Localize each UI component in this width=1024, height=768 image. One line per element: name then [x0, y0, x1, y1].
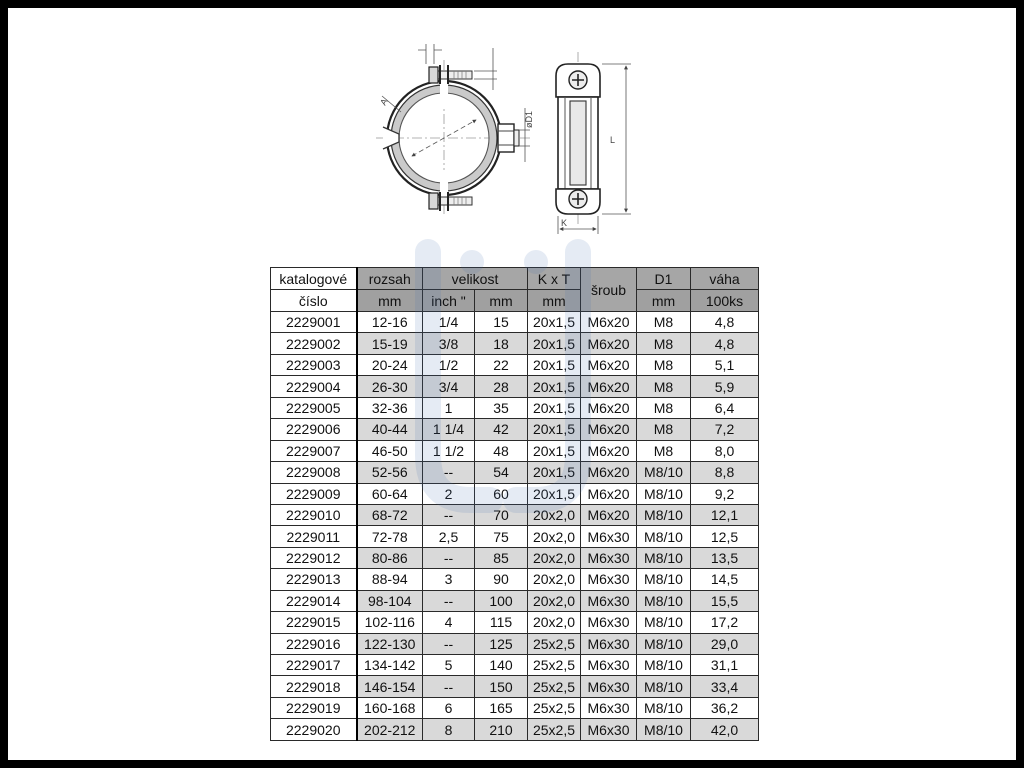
cell-catalog-number: 2229015 — [271, 612, 357, 633]
cell-size-mm: 22 — [475, 354, 528, 375]
cell-d1: M8/10 — [637, 612, 691, 633]
cell-d1: M8/10 — [637, 697, 691, 718]
cell-catalog-number: 2229014 — [271, 590, 357, 611]
cell-size-inch: 1 1/4 — [423, 419, 475, 440]
cell-size-inch: -- — [423, 590, 475, 611]
cell-size-mm: 140 — [475, 655, 528, 676]
header-weight: váha — [691, 268, 759, 290]
threaded-boss — [498, 124, 514, 152]
header-kxt-unit: mm — [528, 290, 581, 312]
cell-size-inch: 6 — [423, 697, 475, 718]
cell-screw: M6x20 — [581, 419, 637, 440]
cell-catalog-number: 2229005 — [271, 397, 357, 418]
cell-screw: M6x20 — [581, 354, 637, 375]
cell-range: 88-94 — [357, 569, 423, 590]
cell-weight: 5,1 — [691, 354, 759, 375]
cell-size-inch: 1/2 — [423, 354, 475, 375]
cell-d1: M8 — [637, 333, 691, 354]
cell-screw: M6x20 — [581, 440, 637, 461]
cell-weight: 42,0 — [691, 719, 759, 740]
cell-weight: 7,2 — [691, 419, 759, 440]
cell-catalog-number: 2229006 — [271, 419, 357, 440]
header-range: rozsah — [357, 268, 423, 290]
header-size-mm-unit: mm — [475, 290, 528, 312]
cell-screw: M6x20 — [581, 312, 637, 333]
cell-d1: M8 — [637, 440, 691, 461]
cell-weight: 29,0 — [691, 633, 759, 654]
cell-weight: 17,2 — [691, 612, 759, 633]
cell-d1: M8/10 — [637, 462, 691, 483]
cell-d1: M8/10 — [637, 655, 691, 676]
cell-d1: M8/10 — [637, 590, 691, 611]
table-row — [271, 526, 759, 547]
table-row — [271, 676, 759, 697]
cell-weight: 31,1 — [691, 655, 759, 676]
table-row — [271, 697, 759, 718]
cell-range: 134-142 — [357, 655, 423, 676]
label-a: A — [378, 96, 390, 107]
table-row — [271, 440, 759, 461]
cell-size-mm: 48 — [475, 440, 528, 461]
top-screw-shaft — [437, 71, 472, 79]
cell-kxt: 25x2,5 — [528, 697, 581, 718]
cell-size-mm: 54 — [475, 462, 528, 483]
cell-screw: M6x30 — [581, 697, 637, 718]
specification-table — [270, 267, 759, 741]
cell-size-mm: 35 — [475, 397, 528, 418]
cell-range: 20-24 — [357, 354, 423, 375]
cell-range: 12-16 — [357, 312, 423, 333]
cell-size-mm: 100 — [475, 590, 528, 611]
table-row — [271, 333, 759, 354]
cell-d1: M8 — [637, 419, 691, 440]
boss-nub — [514, 130, 519, 146]
cell-catalog-number: 2229003 — [271, 354, 357, 375]
cell-size-mm: 28 — [475, 376, 528, 397]
cell-catalog-number: 2229016 — [271, 633, 357, 654]
table-row — [271, 354, 759, 375]
cell-weight: 8,8 — [691, 462, 759, 483]
cell-size-inch: -- — [423, 547, 475, 568]
cell-catalog-number: 2229001 — [271, 312, 357, 333]
cell-size-inch: 1 1/2 — [423, 440, 475, 461]
header-size-inch-unit: inch " — [423, 290, 475, 312]
cell-size-mm: 115 — [475, 612, 528, 633]
cell-kxt: 20x1,5 — [528, 462, 581, 483]
cell-d1: M8/10 — [637, 504, 691, 525]
cell-screw: M6x30 — [581, 590, 637, 611]
table-row — [271, 655, 759, 676]
cell-size-inch: 5 — [423, 655, 475, 676]
cell-catalog-number: 2229012 — [271, 547, 357, 568]
cell-d1: M8 — [637, 376, 691, 397]
cell-catalog-number: 2229013 — [271, 569, 357, 590]
bottom-split-gap — [440, 170, 448, 200]
header-row-units — [271, 290, 759, 312]
cell-size-inch: 1/4 — [423, 312, 475, 333]
cell-range: 122-130 — [357, 633, 423, 654]
cell-catalog-number: 2229007 — [271, 440, 357, 461]
cell-catalog-number: 2229019 — [271, 697, 357, 718]
cell-size-inch: 8 — [423, 719, 475, 740]
cell-screw: M6x20 — [581, 462, 637, 483]
cell-weight: 13,5 — [691, 547, 759, 568]
cell-size-mm: 85 — [475, 547, 528, 568]
cell-size-inch: 2,5 — [423, 526, 475, 547]
table-row — [271, 462, 759, 483]
cell-d1: M8 — [637, 312, 691, 333]
cell-catalog-number: 2229017 — [271, 655, 357, 676]
cell-kxt: 25x2,5 — [528, 655, 581, 676]
cell-size-mm: 18 — [475, 333, 528, 354]
cell-range: 102-116 — [357, 612, 423, 633]
cell-catalog-number: 2229018 — [271, 676, 357, 697]
table-row — [271, 397, 759, 418]
cell-size-inch: -- — [423, 633, 475, 654]
cell-catalog-number: 2229009 — [271, 483, 357, 504]
cell-kxt: 20x1,5 — [528, 419, 581, 440]
cell-range: 98-104 — [357, 590, 423, 611]
cell-d1: M8/10 — [637, 633, 691, 654]
table-row — [271, 483, 759, 504]
top-split-gap — [440, 76, 448, 106]
table-row — [271, 569, 759, 590]
dimension-top-left — [418, 44, 442, 64]
clamp-side-view — [556, 52, 631, 234]
table-row — [271, 547, 759, 568]
header-kxt: K x T — [528, 268, 581, 290]
cell-screw: M6x30 — [581, 569, 637, 590]
cell-screw: M6x30 — [581, 676, 637, 697]
cell-screw: M6x20 — [581, 504, 637, 525]
cell-range: 60-64 — [357, 483, 423, 504]
header-catalog-number: katalogové — [271, 268, 357, 290]
cell-kxt: 20x1,5 — [528, 440, 581, 461]
cell-weight: 9,2 — [691, 483, 759, 504]
cell-weight: 8,0 — [691, 440, 759, 461]
cell-d1: M8/10 — [637, 526, 691, 547]
cell-d1: M8 — [637, 354, 691, 375]
cell-range: 40-44 — [357, 419, 423, 440]
cell-kxt: 25x2,5 — [528, 633, 581, 654]
header-size: velikost — [423, 268, 528, 290]
cell-size-inch: -- — [423, 462, 475, 483]
cell-kxt: 20x2,0 — [528, 569, 581, 590]
cell-size-inch: 1 — [423, 397, 475, 418]
cell-weight: 5,9 — [691, 376, 759, 397]
header-weight-unit: 100ks — [691, 290, 759, 312]
cell-range: 32-36 — [357, 397, 423, 418]
cell-screw: M6x20 — [581, 333, 637, 354]
cell-d1: M8 — [637, 397, 691, 418]
cell-kxt: 20x2,0 — [528, 504, 581, 525]
cell-size-inch: 4 — [423, 612, 475, 633]
cell-catalog-number: 2229020 — [271, 719, 357, 740]
cell-kxt: 20x2,0 — [528, 612, 581, 633]
cell-catalog-number: 2229002 — [271, 333, 357, 354]
table-row — [271, 633, 759, 654]
table-row — [271, 376, 759, 397]
cell-d1: M8/10 — [637, 483, 691, 504]
cell-weight: 4,8 — [691, 333, 759, 354]
cell-kxt: 25x2,5 — [528, 676, 581, 697]
cell-weight: 4,8 — [691, 312, 759, 333]
cell-size-mm: 125 — [475, 633, 528, 654]
cell-d1: M8/10 — [637, 676, 691, 697]
cell-kxt: 20x1,5 — [528, 483, 581, 504]
bottom-screw-head — [429, 193, 438, 209]
cell-size-inch: 3/4 — [423, 376, 475, 397]
cell-size-mm: 150 — [475, 676, 528, 697]
dimension-l-extension — [602, 64, 631, 214]
label-d1: øD1 — [524, 110, 534, 128]
cell-weight: 15,5 — [691, 590, 759, 611]
cell-screw: M6x30 — [581, 719, 637, 740]
header-range-unit: mm — [357, 290, 423, 312]
cell-size-mm: 210 — [475, 719, 528, 740]
cell-range: 68-72 — [357, 504, 423, 525]
table-header — [271, 268, 759, 312]
cell-range: 26-30 — [357, 376, 423, 397]
cell-catalog-number: 2229008 — [271, 462, 357, 483]
table-row — [271, 504, 759, 525]
cell-catalog-number: 2229004 — [271, 376, 357, 397]
cell-screw: M6x20 — [581, 483, 637, 504]
cell-d1: M8/10 — [637, 547, 691, 568]
cell-kxt: 20x1,5 — [528, 333, 581, 354]
cell-kxt: 20x1,5 — [528, 312, 581, 333]
cell-size-mm: 70 — [475, 504, 528, 525]
cell-kxt: 20x2,0 — [528, 590, 581, 611]
cell-kxt: 20x1,5 — [528, 397, 581, 418]
cell-size-mm: 60 — [475, 483, 528, 504]
cell-weight: 12,5 — [691, 526, 759, 547]
label-l: L — [610, 135, 616, 145]
cell-screw: M6x20 — [581, 397, 637, 418]
cell-range: 15-19 — [357, 333, 423, 354]
table-row — [271, 719, 759, 740]
cell-range: 52-56 — [357, 462, 423, 483]
cell-size-inch: 3/8 — [423, 333, 475, 354]
cell-size-inch: -- — [423, 676, 475, 697]
header-row-titles — [271, 268, 759, 290]
header-catalog-number-line2: číslo — [271, 290, 357, 312]
cell-range: 160-168 — [357, 697, 423, 718]
table-row — [271, 312, 759, 333]
cell-range: 46-50 — [357, 440, 423, 461]
cell-size-mm: 75 — [475, 526, 528, 547]
cell-size-inch: -- — [423, 504, 475, 525]
header-d1: D1 — [637, 268, 691, 290]
cell-size-inch: 2 — [423, 483, 475, 504]
cell-weight: 14,5 — [691, 569, 759, 590]
label-k: K — [561, 218, 568, 228]
cell-kxt: 20x1,5 — [528, 376, 581, 397]
cell-range: 202-212 — [357, 719, 423, 740]
cell-range: 80-86 — [357, 547, 423, 568]
cell-d1: M8/10 — [637, 569, 691, 590]
cell-catalog-number: 2229011 — [271, 526, 357, 547]
cell-d1: M8/10 — [637, 719, 691, 740]
cell-kxt: 20x2,0 — [528, 526, 581, 547]
header-screw: šroub — [581, 268, 637, 312]
dimension-screw-diameter — [474, 48, 497, 90]
cell-size-mm: 165 — [475, 697, 528, 718]
top-screw-head — [429, 67, 438, 83]
table-row — [271, 590, 759, 611]
table-row — [271, 612, 759, 633]
clamp-front-view — [376, 44, 534, 216]
cell-kxt: 20x2,0 — [528, 547, 581, 568]
cell-screw: M6x30 — [581, 655, 637, 676]
side-nut — [570, 101, 586, 185]
cell-screw: M6x30 — [581, 633, 637, 654]
cell-screw: M6x20 — [581, 376, 637, 397]
cell-weight: 6,4 — [691, 397, 759, 418]
cell-weight: 12,1 — [691, 504, 759, 525]
cell-kxt: 25x2,5 — [528, 719, 581, 740]
cell-size-mm: 90 — [475, 569, 528, 590]
cell-catalog-number: 2229010 — [271, 504, 357, 525]
cell-screw: M6x30 — [581, 612, 637, 633]
cell-screw: M6x30 — [581, 547, 637, 568]
cell-range: 146-154 — [357, 676, 423, 697]
header-d1-unit: mm — [637, 290, 691, 312]
bottom-screw-shaft — [437, 197, 472, 205]
cell-weight: 33,4 — [691, 676, 759, 697]
cell-weight: 36,2 — [691, 697, 759, 718]
table-body — [271, 312, 759, 741]
table-row — [271, 419, 759, 440]
cell-range: 72-78 — [357, 526, 423, 547]
cell-size-inch: 3 — [423, 569, 475, 590]
cell-size-mm: 42 — [475, 419, 528, 440]
cell-screw: M6x30 — [581, 526, 637, 547]
cell-kxt: 20x1,5 — [528, 354, 581, 375]
cell-size-mm: 15 — [475, 312, 528, 333]
